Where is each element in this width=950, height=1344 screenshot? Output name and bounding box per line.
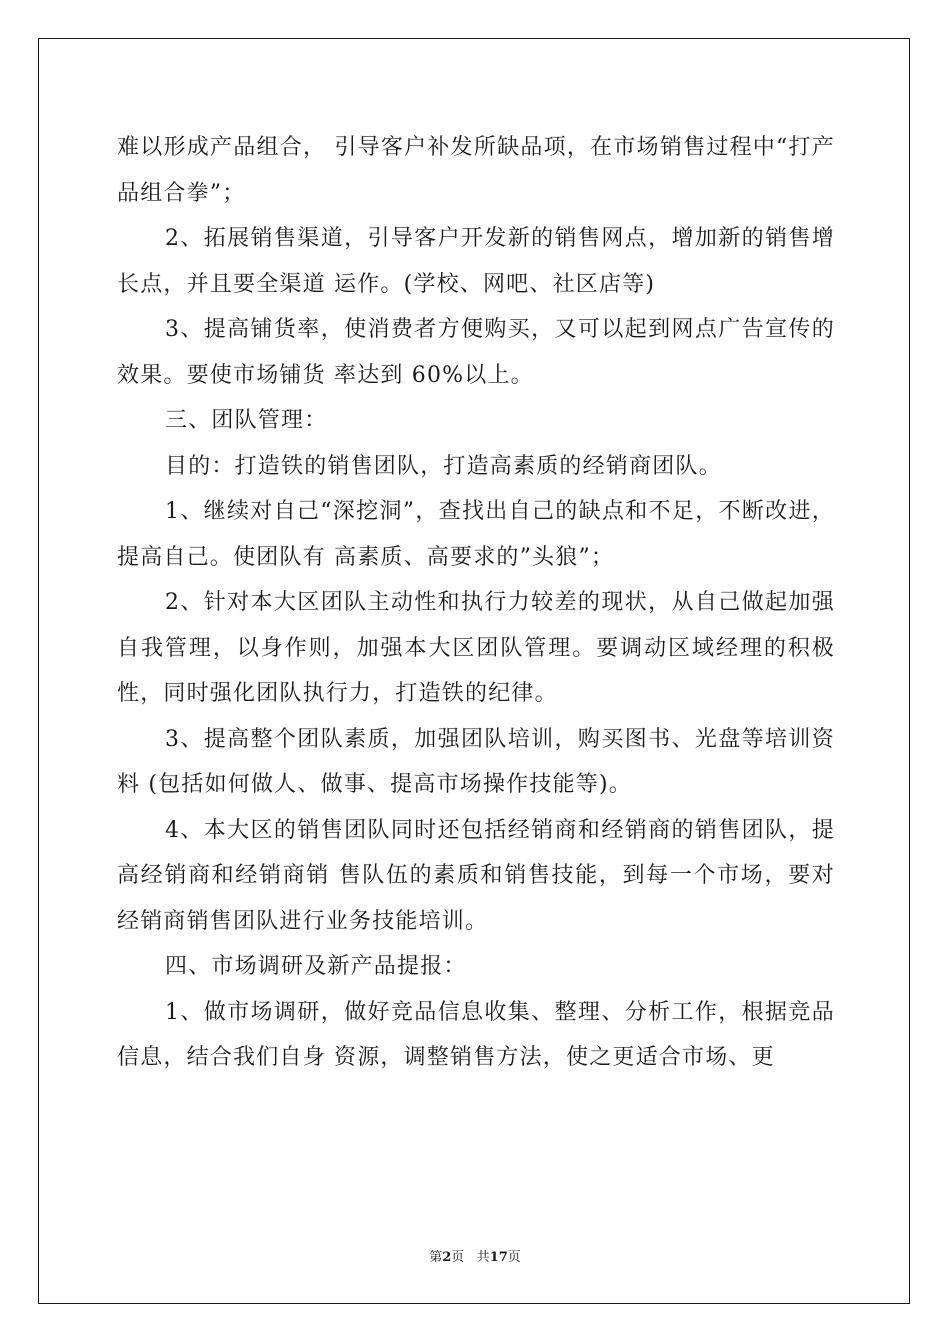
paragraph: 3、提高铺货率，使消费者方便购买，又可以起到网点广告宣传的效果。要使市场铺货 率达到 60%以上。	[117, 317, 835, 388]
paragraph: 2、针对本大区团队主动性和执行力较差的现状，从自己做起加强自我管理，以身作则，加强本大区团队管理。要调动区域经理的积极性，同时强化团队执行力，打造铁的纪律。	[117, 590, 835, 706]
total-prefix: 共	[476, 1250, 490, 1265]
paragraph: 1、做市场调研，做好竞品信息收集、整理、分析工作，根据竞品信息，结合我们自身 资源，调整销售方法，使之更适合市场、更	[117, 999, 835, 1070]
total-pages: 17	[489, 1250, 508, 1265]
page-number: 2	[442, 1250, 452, 1265]
page-prefix: 第	[429, 1250, 443, 1265]
document-body	[117, 125, 835, 1081]
paragraph: 3、提高整个团队素质，加强团队培训，购买图书、光盘等培训资料 (包括如何做人、做事、提高市场操作技能等)。	[117, 726, 835, 797]
paragraph: 目的：打造铁的销售团队，打造高素质的经销商团队。	[165, 453, 722, 479]
paragraph: 1、继续对自己“深挖洞”，查找出自己的缺点和不足，不断改进，提高自己。使团队有 高素质、高要求的”头狼”；	[117, 499, 835, 570]
total-suffix: 页	[507, 1250, 521, 1265]
page-footer	[0, 1246, 950, 1265]
page-suffix: 页	[451, 1250, 465, 1265]
paragraph: 4、本大区的销售团队同时还包括经销商和经销商的销售团队，提高经销商和经销商销 售队伍的素质和销售技能，到每一个市场，要对经销商销售团队进行业务技能培训。	[117, 817, 835, 934]
paragraph: 难以形成产品组合， 引导客户补发所缺品项，在市场销售过程中“打产品组合拳”；	[117, 135, 835, 206]
section-heading: 三、团队管理：	[165, 408, 328, 433]
section-heading: 四、市场调研及新产品提报：	[165, 954, 467, 979]
paragraph: 2、拓展销售渠道，引导客户开发新的销售网点，增加新的销售增长点，并且要全渠道 运作。(学校、网吧、社区店等)	[117, 226, 835, 297]
